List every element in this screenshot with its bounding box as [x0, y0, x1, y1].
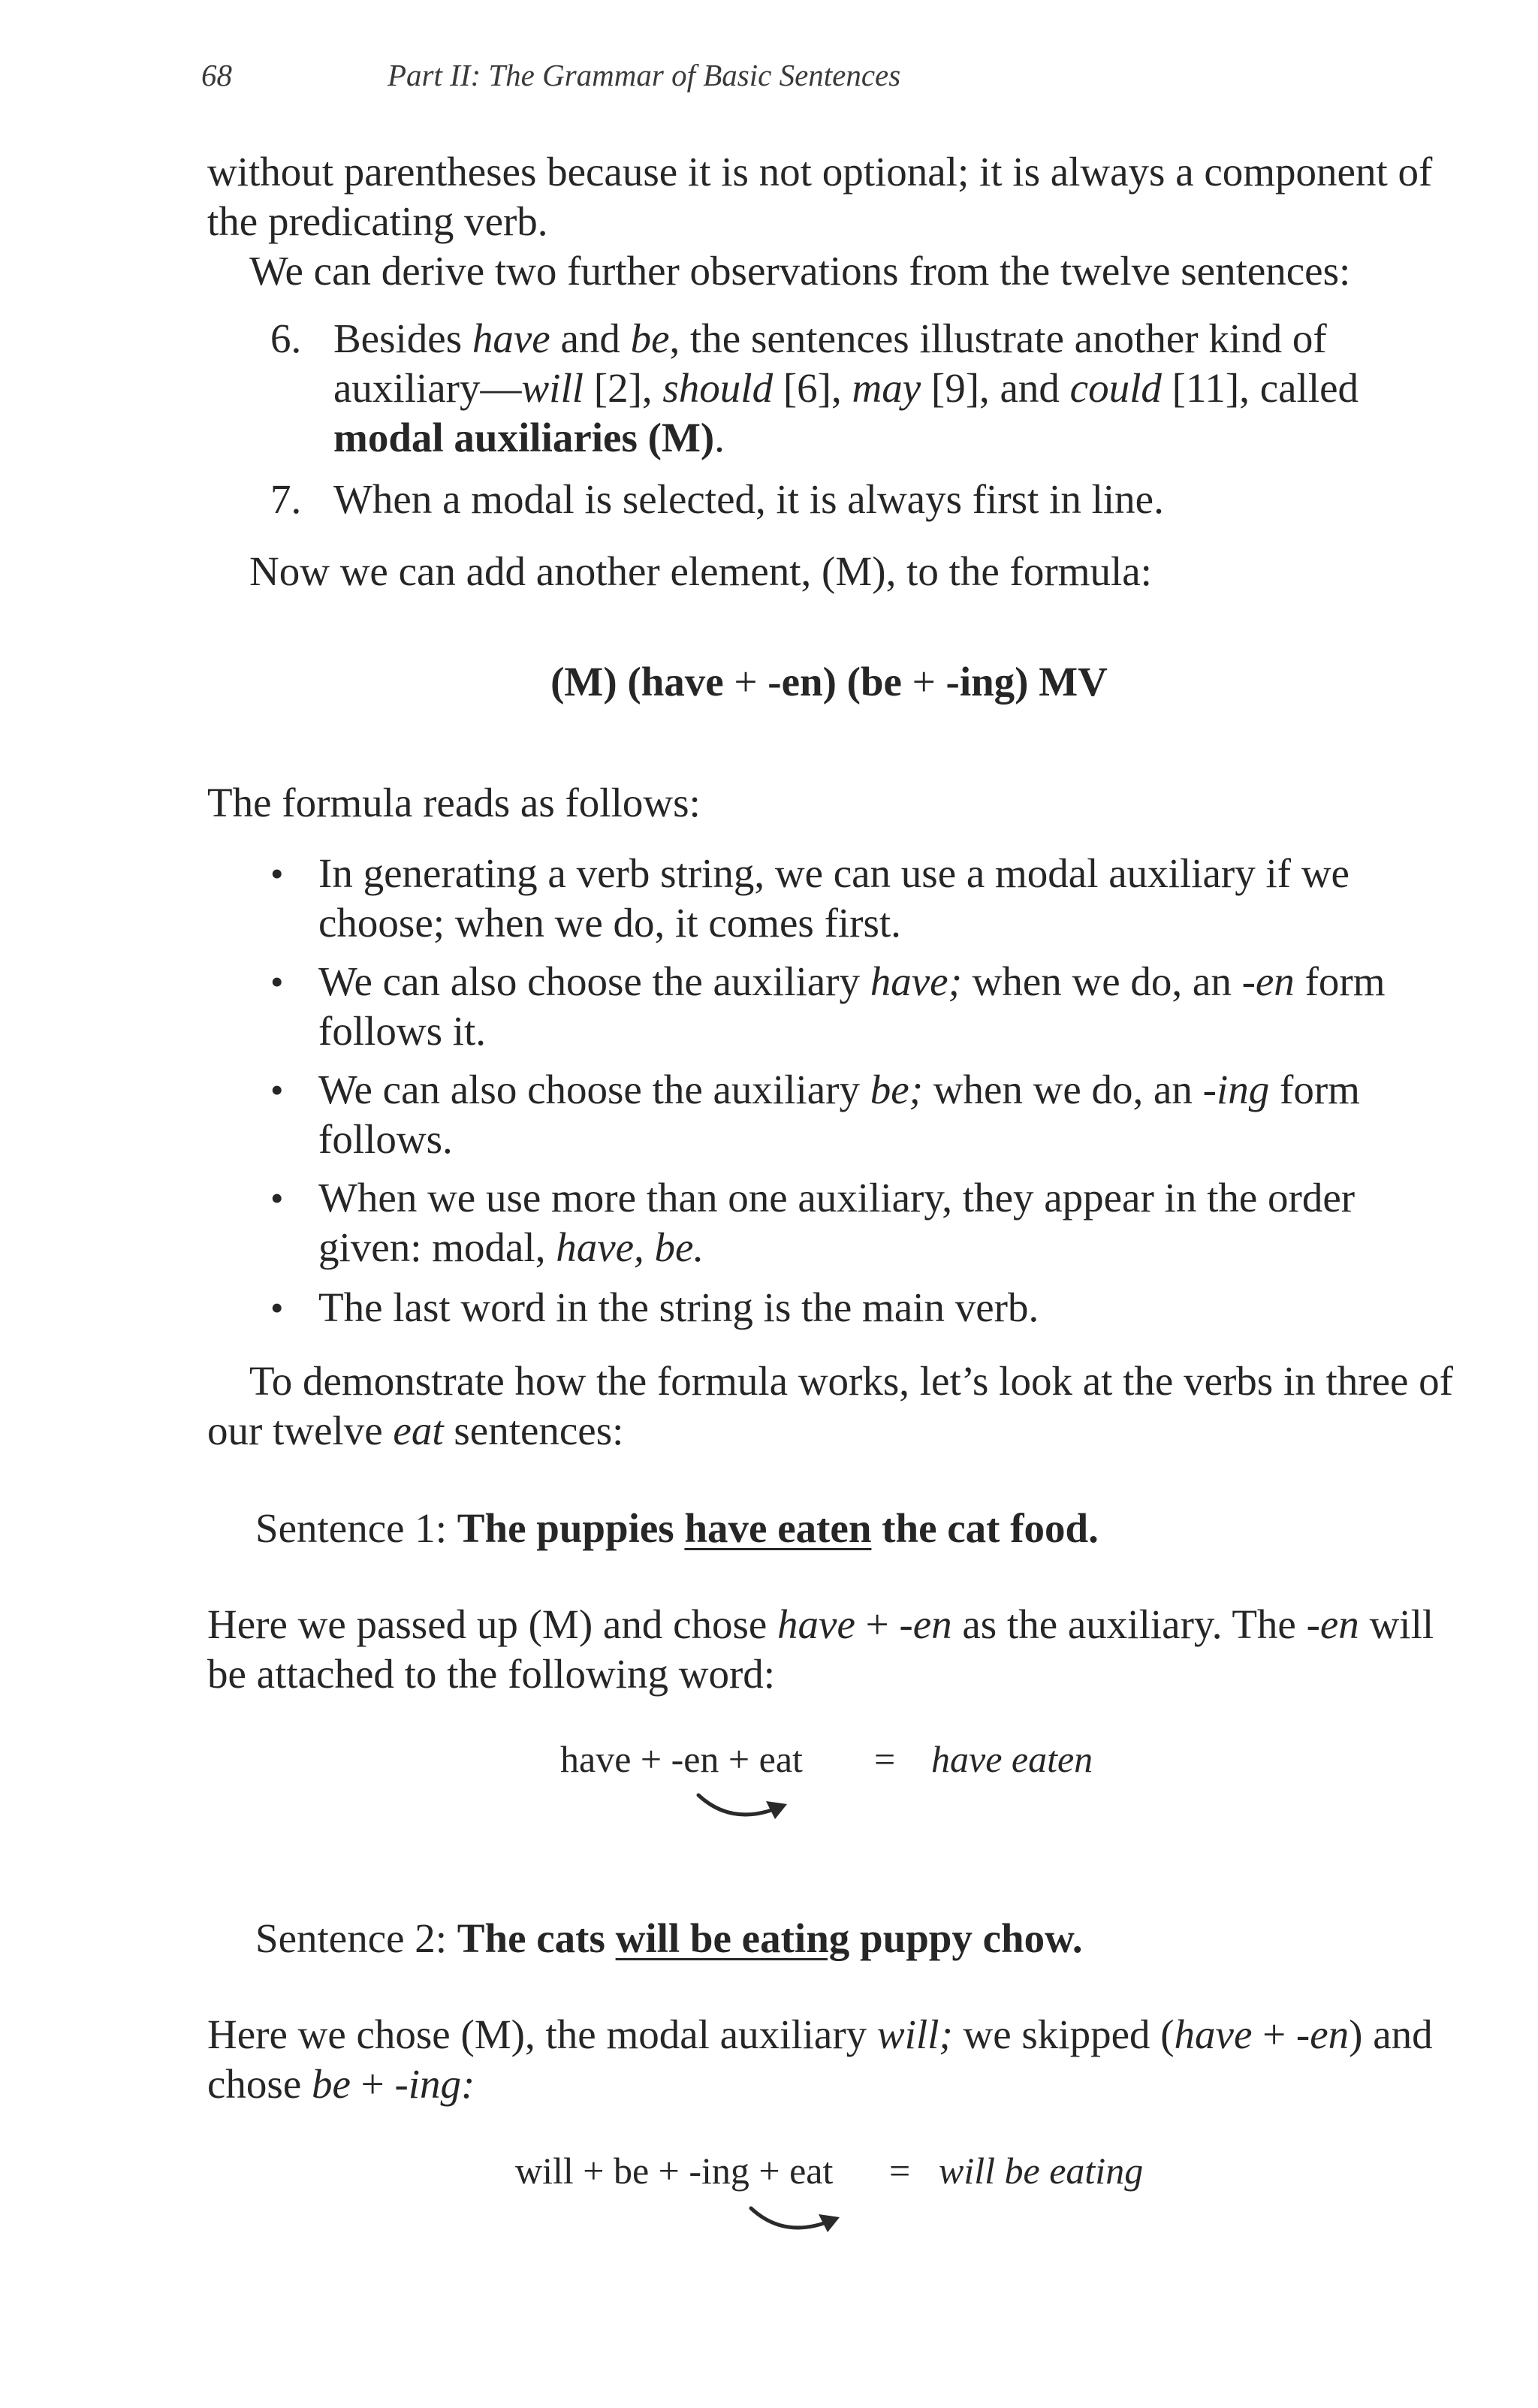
item-italic: will [521, 365, 584, 411]
formula-ing: -ing) [945, 659, 1029, 705]
sentence-bold: the cat food. [871, 1505, 1099, 1551]
para-text: as the auxiliary. The [951, 1601, 1307, 1647]
para-italic: will; [876, 2011, 953, 2057]
para-italic: have [1174, 2011, 1253, 2057]
bullet-text: when we do, an [961, 958, 1242, 1004]
bullet-icon: • [270, 1287, 284, 1329]
item-number: 7. [270, 476, 302, 522]
formula-mv: MV [1039, 659, 1108, 705]
item-number: 6. [270, 315, 302, 361]
derivation-2-expression: will + be + -ing + eat [515, 2150, 834, 2192]
item-italic: may [852, 365, 921, 411]
bullet-italic: be; [870, 1067, 923, 1112]
item-italic: could [1069, 365, 1162, 411]
para-italic: have [777, 1601, 855, 1647]
bullet-italic: -ing [1202, 1067, 1270, 1112]
item-text: Besides [333, 315, 472, 361]
bullet-text: We can also choose the auxiliary [318, 958, 870, 1004]
formula-plus: + [912, 659, 936, 705]
paragraph-sentence-2-explanation [207, 2010, 1469, 2109]
sentence-verb-underlined: have eaten [684, 1505, 872, 1551]
item-italic: have [472, 315, 550, 361]
bullet-icon: • [270, 852, 284, 895]
numbered-item-6 [270, 314, 1460, 463]
item-text: . [714, 415, 725, 460]
item-italic: should [662, 365, 774, 411]
bullet-icon: • [270, 961, 284, 1003]
bullet-text: form follows it. [318, 958, 1386, 1054]
sentence-bold: The puppies [457, 1505, 685, 1551]
bullet-italic: have; [870, 958, 962, 1004]
para-text: + [1252, 2011, 1296, 2057]
bullet-italic: have, be. [556, 1224, 704, 1270]
derivation-1-expression: have + -en + eat [560, 1738, 803, 1780]
example-sentence-2 [255, 1914, 1083, 1963]
para-italic: -en [899, 1601, 952, 1647]
sentence-label: Sentence 2: [255, 1915, 457, 1961]
derivation-1-equals: = [874, 1738, 896, 1780]
item-text: [6], [773, 365, 852, 411]
paragraph-sentence-1-explanation [207, 1600, 1469, 1699]
item-italic: be [630, 315, 670, 361]
para-italic: eat [393, 1408, 444, 1453]
page-number: 68 [201, 58, 232, 92]
para-text: sentences: [443, 1408, 624, 1453]
term-modal-auxiliaries: modal auxiliaries (M) [333, 415, 715, 460]
paragraph-demonstrate [207, 1356, 1469, 1456]
item-text: [2], [584, 365, 663, 411]
bullet-item [270, 1283, 1445, 1332]
bullet-icon: • [270, 1069, 284, 1111]
para-italic: -en [1306, 1601, 1359, 1647]
para-text: will be attached to the following word: [207, 1601, 1434, 1697]
para-text: we skipped ( [952, 2011, 1175, 2057]
bullet-text: When we use more than one auxiliary, they appear in the order given: modal, [318, 1175, 1356, 1270]
para-text: + [855, 1601, 900, 1647]
bullet-text: We can also choose the auxiliary [318, 1067, 870, 1112]
para-text: + [350, 2061, 395, 2107]
sentence-verb-underlined: will be eating [615, 1915, 850, 1961]
running-head-title: Part II: The Grammar of Basic Sentences [388, 58, 901, 92]
bullet-item [270, 1173, 1445, 1272]
item-text: [11], called [1161, 365, 1359, 411]
para-italic: -en [1295, 2011, 1350, 2057]
derivation-2-result: will be eating [939, 2150, 1144, 2192]
example-sentence-1 [255, 1504, 1099, 1553]
formula-m: (M) [550, 659, 617, 705]
paragraph-formula-reads: The formula reads as follows: [207, 780, 701, 825]
verb-formula [0, 658, 1538, 705]
bullet-text: form follows. [318, 1067, 1360, 1162]
derivation-1-result: have eaten [931, 1738, 1093, 1780]
formula-plus: + [734, 659, 758, 705]
sentence-bold: The cats [457, 1915, 616, 1961]
para-text: Here we passed up (M) and chose [207, 1601, 778, 1647]
bullet-item [270, 957, 1445, 1056]
numbered-item-7 [270, 475, 1460, 524]
formula-have: (have [627, 659, 724, 705]
formula-be: (be [846, 659, 902, 705]
running-head [201, 57, 900, 93]
para-italic: be [311, 2061, 351, 2107]
derivation-2-equals: = [889, 2150, 911, 2192]
item-text: and [550, 315, 631, 361]
formula-en: -en) [767, 659, 837, 705]
bullet-item [270, 849, 1445, 948]
bullet-text: when we do, an [922, 1067, 1203, 1112]
sentence-label: Sentence 1: [255, 1505, 457, 1551]
para-italic: -ing: [394, 2061, 475, 2107]
para-text: Here we chose (M), the modal auxiliary [207, 2011, 877, 2057]
para-text: To demonstrate how the formula works, let’s look at the verbs in three of our twelve [207, 1358, 1453, 1453]
attach-arrow-icon [691, 1782, 811, 1834]
item-text: [9], and [921, 365, 1070, 411]
attach-arrow-icon [743, 2195, 864, 2247]
item-text: , the sentences illustrate another kind of auxiliary— [333, 315, 1327, 411]
paragraph-observations: We can derive two further observations from the twelve sentences: [249, 248, 1351, 294]
bullet-icon: • [270, 1177, 284, 1219]
item-text: When a modal is selected, it is always first in line. [333, 476, 1164, 522]
bullet-item [270, 1065, 1445, 1164]
paragraph-add-element: Now we can add another element, (M), to the formula: [249, 548, 1152, 594]
para-text: ) and chose [207, 2011, 1433, 2107]
paragraph-continued: without parentheses because it is not optional; it is always a component of the predicating verb. [207, 149, 1433, 244]
bullet-text: In generating a verb string, we can use a modal auxiliary if we choose; when we do, it comes first. [318, 850, 1350, 946]
sentence-bold: puppy chow. [849, 1915, 1083, 1961]
bullet-text: The last word in the string is the main verb. [318, 1284, 1039, 1330]
bullet-italic: -en [1241, 958, 1295, 1004]
